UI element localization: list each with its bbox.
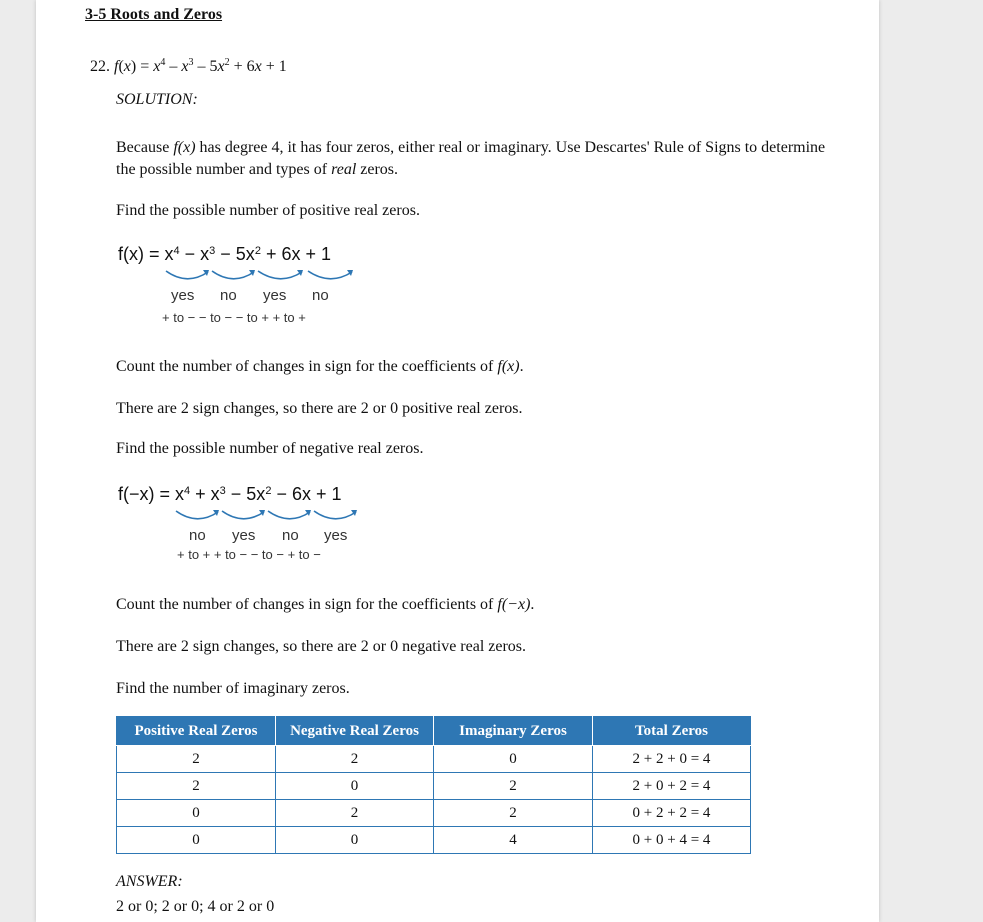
problem-statement: 22. $f(x) = x^4 - x^3 - 5x^2 + 6x + 1$ — [90, 57, 287, 75]
table-cell: 0 — [117, 800, 276, 827]
equation-negative: $f(-x) = x^4 + x^3 - 5x^2 - 6x + 1$ — [118, 484, 342, 504]
table-cell: 2 — [117, 746, 276, 773]
count-negative-text: Count the number of changes in sign for the coefficients of f(−x). — [116, 596, 535, 613]
sign-label: no — [220, 287, 237, 304]
sign-sequence-positive: + to − − to − − to + + to + — [162, 310, 306, 325]
sign-label: no — [189, 527, 206, 544]
sign-arc — [308, 271, 352, 279]
sign-label: no — [282, 527, 299, 544]
positive-result-text: There are 2 sign changes, so there are 2 or 0 positive real zeros. — [116, 400, 523, 417]
negative-result-text: There are 2 sign changes, so there are 2 or 0 negative real zeros. — [116, 638, 527, 655]
header-negative-real: Negative Real Zeros — [276, 717, 434, 746]
section-title: 3-5 Roots and Zeros — [85, 6, 223, 23]
zeros-table — [116, 716, 751, 854]
sign-label: yes — [324, 527, 348, 544]
table-cell: 2 + 0 + 2 = 4 — [593, 773, 751, 800]
answer-text: 2 or 0; 2 or 0; 4 or 2 or 0 — [116, 898, 275, 915]
table-row — [117, 800, 751, 827]
sign-arc — [166, 271, 208, 279]
intro-paragraph: Because f(x) has degree 4, it has four zeros, either real or imaginary. Use Descartes' Rule of Signs to determine the possible number and types of real zeros. — [116, 139, 826, 178]
table-cell: 0 — [276, 773, 434, 800]
sign-sequence-negative: + to + + to − − to − + to − — [177, 547, 321, 562]
sign-label: yes — [171, 287, 195, 304]
find-imaginary-text: Find the number of imaginary zeros. — [116, 680, 350, 697]
sign-label: yes — [263, 287, 287, 304]
sign-arc — [258, 271, 302, 279]
sign-arc — [314, 511, 356, 519]
document-page — [36, 0, 879, 922]
sign-label: no — [312, 287, 329, 304]
table-cell: 0 — [117, 827, 276, 854]
count-positive-text: Count the number of changes in sign for the coefficients of f(x). — [116, 358, 524, 375]
table-cell: 2 — [434, 800, 593, 827]
table-row — [117, 773, 751, 800]
equation-positive: $f(x) = x^4 - x^3 - 5x^2 + 6x + 1$ — [118, 244, 331, 264]
table-cell: 0 + 2 + 2 = 4 — [593, 800, 751, 827]
table-cell: 0 — [434, 746, 593, 773]
table-header-row — [117, 717, 751, 746]
table-cell: 0 — [276, 827, 434, 854]
solution-label: SOLUTION: — [116, 91, 198, 108]
answer-label: ANSWER: — [116, 873, 183, 890]
sign-arc — [212, 271, 254, 279]
table-cell: 0 + 0 + 4 = 4 — [593, 827, 751, 854]
table-cell: 2 — [276, 800, 434, 827]
table-cell: 4 — [434, 827, 593, 854]
sign-arc — [222, 511, 264, 519]
header-imaginary: Imaginary Zeros — [434, 717, 593, 746]
sign-arc — [176, 511, 218, 519]
table-cell: 2 — [434, 773, 593, 800]
find-positive-text: Find the possible number of positive real zeros. — [116, 202, 420, 219]
header-positive-real: Positive Real Zeros — [117, 717, 276, 746]
header-total: Total Zeros — [593, 717, 751, 746]
table-cell: 2 — [276, 746, 434, 773]
sign-arc — [268, 511, 310, 519]
find-negative-text: Find the possible number of negative real zeros. — [116, 440, 424, 457]
problem-number: 22. — [90, 58, 110, 75]
table-row — [117, 827, 751, 854]
table-cell: 2 + 2 + 0 = 4 — [593, 746, 751, 773]
table-row — [117, 746, 751, 773]
sign-label: yes — [232, 527, 256, 544]
table-cell: 2 — [117, 773, 276, 800]
